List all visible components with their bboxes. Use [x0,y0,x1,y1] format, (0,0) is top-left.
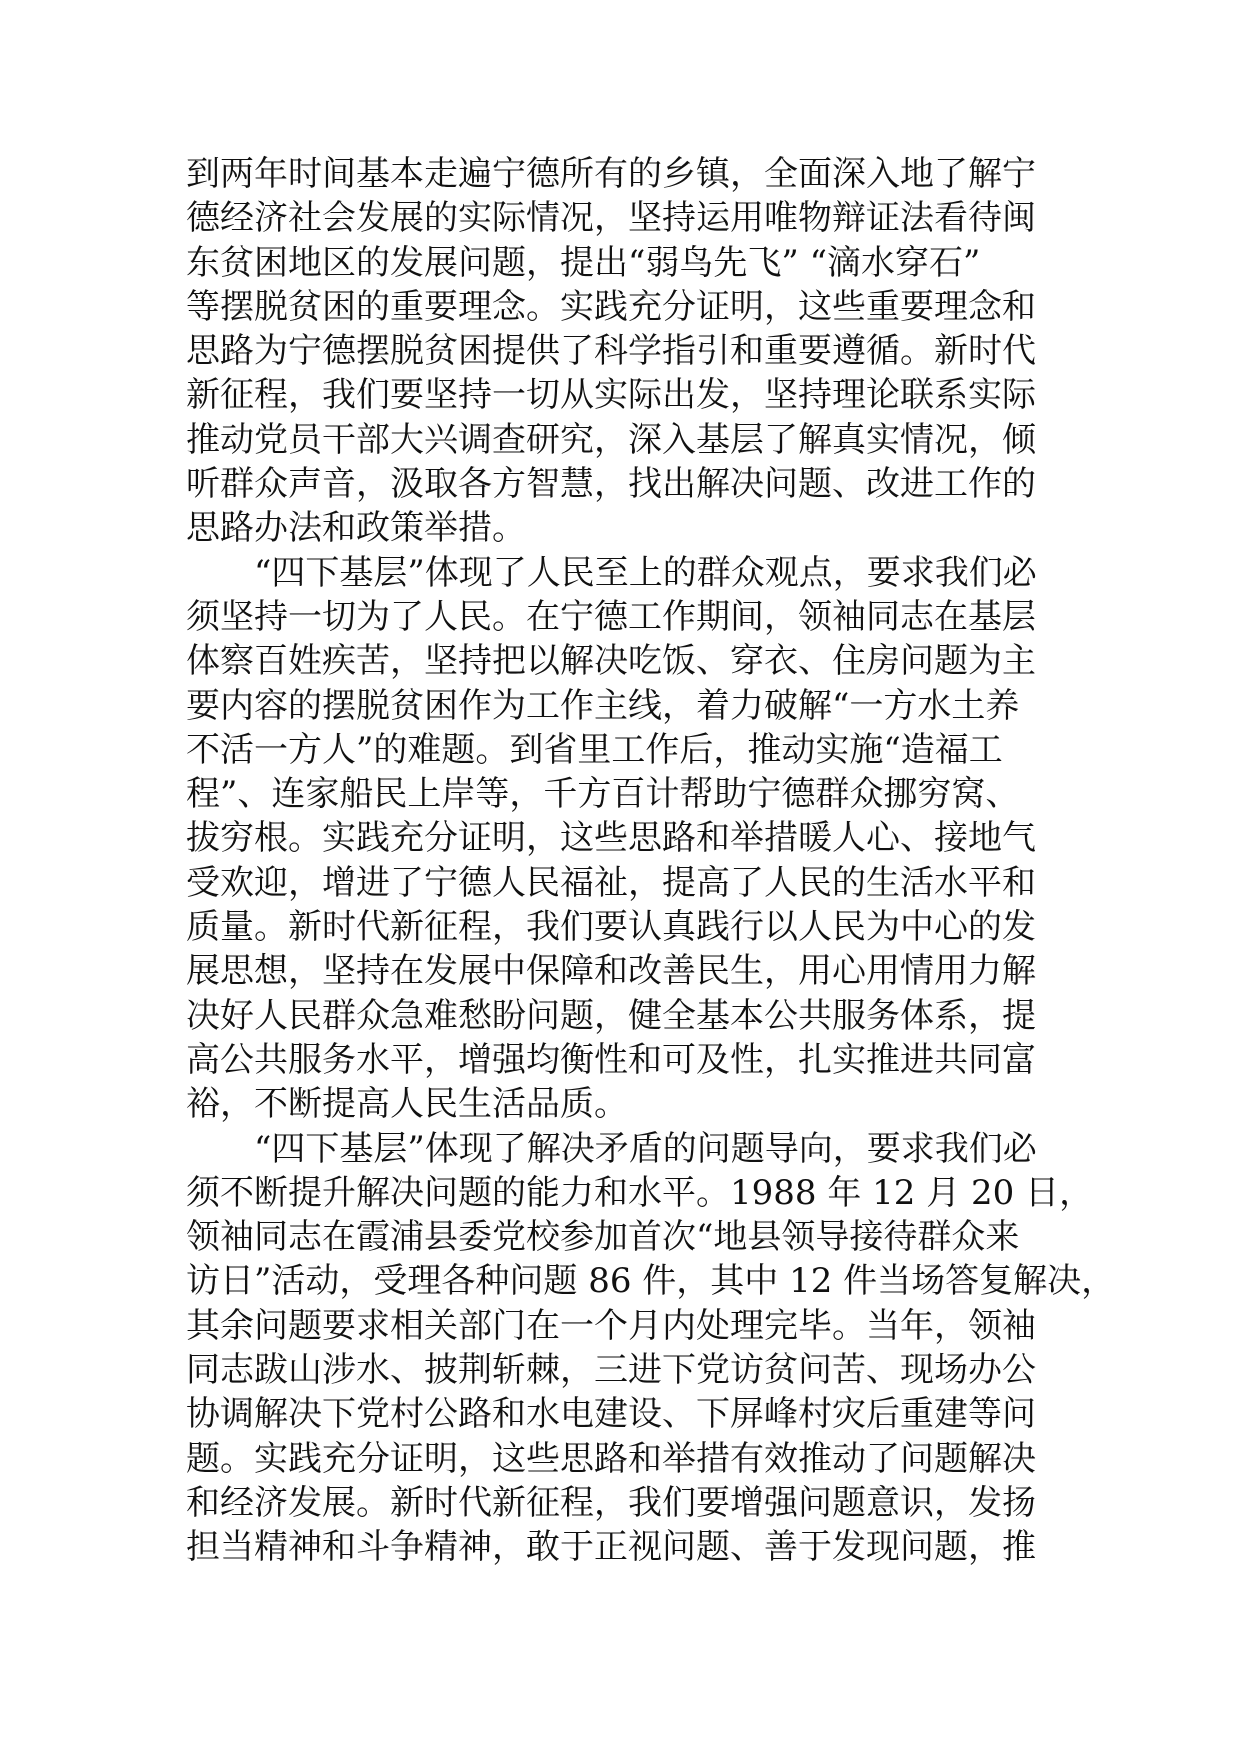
text-line: 协调解决下党村公路和水电建设、下屏峰村灾后重建等问 [186,1394,1036,1435]
text-line: 德经济社会发展的实际情况，坚持运用唯物辩证法看待闽 [186,198,1036,239]
text-line: 领袖同志在霞浦县委党校参加首次“地县领导接待群众来 [186,1217,1020,1258]
text-line: 访日”活动，受理各种问题 86 件，其中 12 件当场答复解决， [186,1261,1116,1302]
text-line: 受欢迎，增进了宁德人民福祉，提高了人民的生活水平和 [186,862,1036,903]
text-line: 题。实践充分证明，这些思路和举措有效推动了问题解决 [186,1438,1036,1479]
text-line: 推动党员干部大兴调查研究，深入基层了解真实情况，倾 [186,419,1036,460]
text-line: 其余问题要求相关部门在一个月内处理完毕。当年，领袖 [186,1305,1036,1346]
text-line: 担当精神和斗争精神，敢于正视问题、善于发现问题，推 [186,1527,1036,1568]
text-line: 拔穷根。实践充分证明，这些思路和举措暖人心、接地气 [186,818,1036,859]
paragraph-start-line: “四下基层”体现了人民至上的群众观点，要求我们必 [186,552,1037,593]
text-line: 须不断提升解决问题的能力和水平。1988 年 12 月 20 日， [186,1172,1094,1213]
text-line: 思路办法和政策举措。 [186,508,526,549]
paragraph-start-line: “四下基层”体现了解决矛盾的问题导向，要求我们必 [186,1128,1037,1169]
text-line: 到两年时间基本走遍宁德所有的乡镇，全面深入地了解宁 [186,154,1036,194]
text-line: 体察百姓疾苦，坚持把以解决吃饭、穿衣、住房问题为主 [186,641,1036,682]
text-line: 质量。新时代新征程，我们要认真践行以人民为中心的发 [186,907,1036,948]
text-line: 高公共服务水平，增强均衡性和可及性，扎实推进共同富 [186,1039,1036,1080]
text-line: 新征程，我们要坚持一切从实际出发，坚持理论联系实际 [186,375,1036,416]
text-line: 等摆脱贫困的重要理念。实践充分证明，这些重要理念和 [186,286,1036,327]
text-line: 决好人民群众急难愁盼问题，健全基本公共服务体系，提 [186,995,1036,1036]
text-line: 和经济发展。新时代新征程，我们要增强问题意识，发扬 [186,1482,1036,1523]
text-line: 同志跋山涉水、披荆斩棘，三进下党访贫问苦、现场办公 [186,1350,1036,1391]
text-line: 东贫困地区的发展问题，提出“弱鸟先飞” “滴水穿石” [186,242,981,283]
body-text [186,152,1116,1570]
text-line: 听群众声音，汲取各方智慧，找出解决问题、改进工作的 [186,464,1036,505]
text-line: 程”、连家船民上岸等，千方百计帮助宁德群众挪穷窝、 [186,774,1020,815]
text-line: 不活一方人”的难题。到省里工作后，推动实施“造福工 [186,729,1003,770]
text-line: 思路为宁德摆脱贫困提供了科学指引和重要遵循。新时代 [186,331,1036,372]
text-line: 要内容的摆脱贫困作为工作主线，着力破解“一方水土养 [186,685,1020,726]
text-line: 裕，不断提高人民生活品质。 [186,1084,628,1125]
text-line: 展思想，坚持在发展中保障和改善民生，用心用情用力解 [186,951,1036,992]
text-line: 须坚持一切为了人民。在宁德工作期间，领袖同志在基层 [186,596,1036,637]
